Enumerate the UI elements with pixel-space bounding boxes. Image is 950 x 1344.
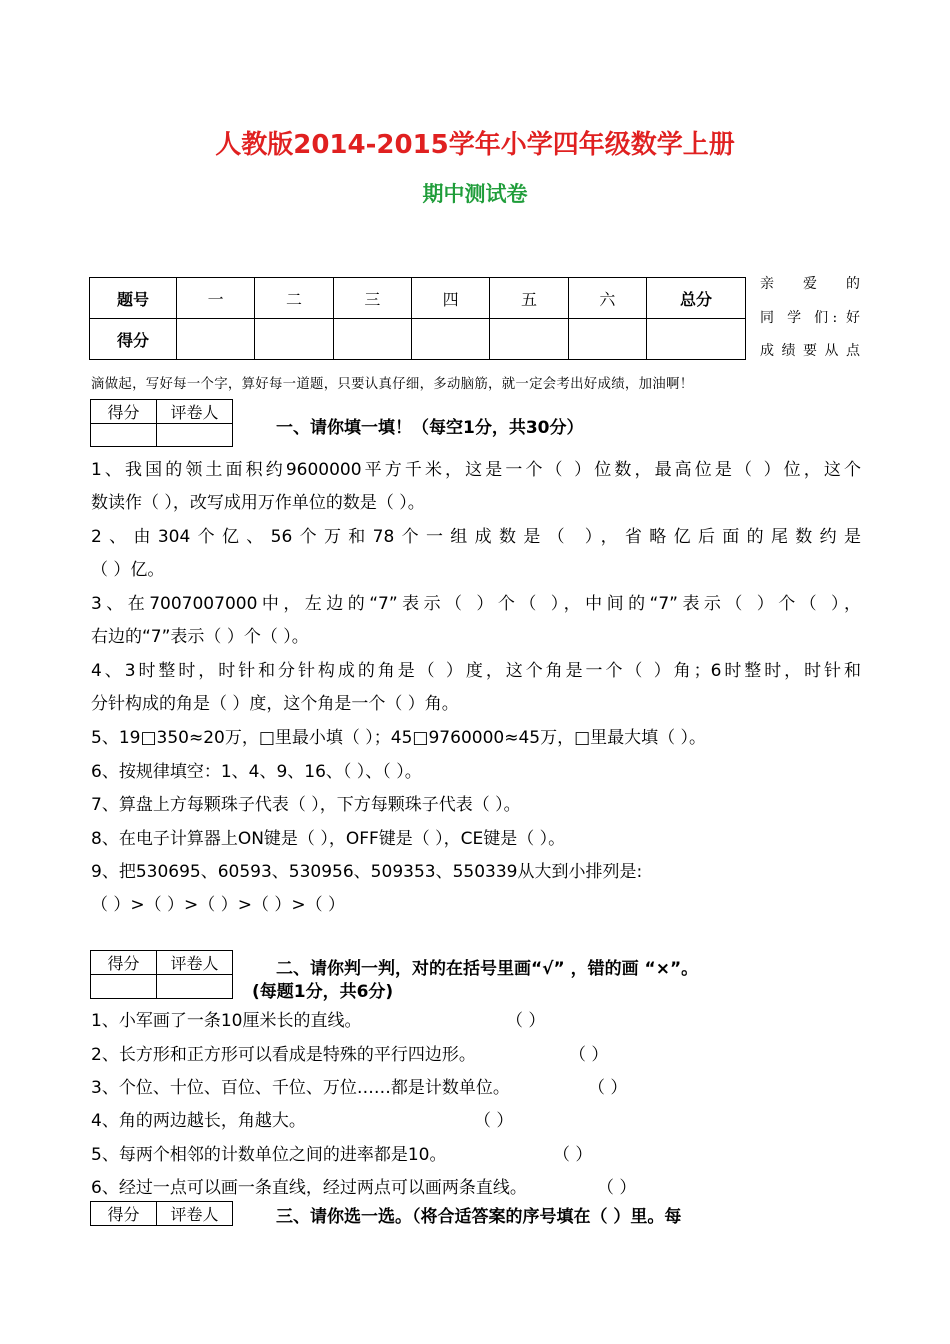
grader-reviewer-label: 评卷人 bbox=[157, 400, 233, 424]
judge-item bbox=[91, 1106, 514, 1131]
question-line: 数读作（ ），改写成用万作单位的数是（ ）。 bbox=[91, 493, 425, 513]
judge-item bbox=[91, 1006, 546, 1031]
judge-item-text: 2、长方形和正方形可以看成是特殊的平行四边形。 bbox=[91, 1045, 476, 1065]
judge-item-text: 3、个位、十位、百位、千位、万位……都是计数单位。 bbox=[91, 1078, 510, 1098]
grader-score-blank[interactable] bbox=[91, 975, 157, 999]
page-title: 人教版2014-2015学年小学四年级数学上册 bbox=[215, 130, 735, 160]
judge-item-text: 5、每两个相邻的计数单位之间的进率都是10。 bbox=[91, 1145, 447, 1165]
judge-item bbox=[91, 1040, 609, 1065]
grader-score-label: 得分 bbox=[91, 951, 157, 975]
page-subtitle: 期中测试卷 bbox=[422, 182, 528, 206]
grader-box bbox=[90, 399, 233, 447]
judge-item bbox=[91, 1140, 593, 1165]
section2-heading: 二、请你判一判，对的在括号里画“√” ，错的画 “×”。 bbox=[276, 959, 699, 979]
question-line: 5、19□350≈20万，□里最小填（ ）；45□9760000≈45万，□里最大填（ ）。 bbox=[91, 728, 707, 748]
judge-item bbox=[91, 1173, 637, 1198]
section3-heading: 三、请你选一选。（将合适答案的序号填在（ ）里。每 bbox=[276, 1207, 682, 1227]
section1-heading: 一、请你填一填！（每空1分，共30分） bbox=[276, 418, 584, 438]
grader-score-blank[interactable] bbox=[91, 424, 157, 447]
grader-reviewer-blank[interactable] bbox=[157, 424, 233, 447]
score-table-score-row bbox=[90, 319, 746, 360]
side-note-line: 同 学 们: 好 bbox=[760, 310, 860, 326]
score-cell: 题号 bbox=[90, 278, 177, 319]
encouragement-note: 滴做起，写好每一个字，算好每一道题，只要认真仔细，多动脑筋，就一定会考出好成绩，加油啊！ bbox=[91, 377, 694, 392]
grader-score-label: 得分 bbox=[91, 1202, 157, 1226]
judge-item bbox=[91, 1073, 628, 1098]
score-cell: 总分 bbox=[647, 278, 746, 319]
score-table bbox=[89, 277, 746, 360]
answer-bracket[interactable]: （ ） bbox=[588, 1078, 628, 1098]
answer-bracket[interactable]: （ ） bbox=[569, 1045, 609, 1065]
question-line: 右边的“7”表示（ ）个（ ）。 bbox=[91, 627, 309, 647]
question-line: 6、按规律填空：1、4、9、16、（ ）、（ ）。 bbox=[91, 762, 422, 782]
score-blank-cell[interactable] bbox=[490, 319, 568, 360]
section2-subheading: (每题1分，共6分) bbox=[252, 982, 394, 1002]
judge-item-text: 6、经过一点可以画一条直线，经过两点可以画两条直线。 bbox=[91, 1178, 527, 1198]
side-note-line: 亲 爱 的 bbox=[760, 276, 860, 292]
answer-bracket[interactable]: （ ） bbox=[506, 1011, 546, 1031]
score-blank-cell[interactable] bbox=[333, 319, 411, 360]
score-blank-cell[interactable] bbox=[411, 319, 489, 360]
question-line: 8、在电子计算器上ON键是（ ），OFF键是（ ），CE键是（ ）。 bbox=[91, 829, 566, 849]
answer-bracket[interactable]: （ ） bbox=[597, 1178, 637, 1198]
grader-reviewer-label: 评卷人 bbox=[157, 1202, 233, 1226]
score-cell: 三 bbox=[333, 278, 411, 319]
question-line: 分针构成的角是（ ）度，这个角是一个（ ）角。 bbox=[91, 694, 459, 714]
answer-bracket[interactable]: （ ） bbox=[553, 1145, 593, 1165]
score-blank-cell[interactable] bbox=[647, 319, 746, 360]
grader-reviewer-label: 评卷人 bbox=[157, 951, 233, 975]
score-blank-cell[interactable] bbox=[255, 319, 333, 360]
side-note-line: 成 绩 要 从 点 bbox=[760, 343, 860, 359]
question-line: 2、由304个亿、56个万和78个一组成数是（ ），省略亿后面的尾数约是 bbox=[91, 527, 861, 547]
question-line: 7、算盘上方每颗珠子代表（ ），下方每颗珠子代表（ ）。 bbox=[91, 795, 521, 815]
score-cell: 六 bbox=[568, 278, 646, 319]
answer-bracket[interactable]: （ ） bbox=[474, 1111, 514, 1131]
grader-box bbox=[90, 950, 233, 999]
score-cell: 一 bbox=[177, 278, 255, 319]
question-line: 9、把530695、60593、530956、509353、550339从大到小排列是: bbox=[91, 862, 643, 882]
question-line: 1、我国的领土面积约9600000平方千米，这是一个（ ）位数，最高位是（ ）位，这个 bbox=[91, 460, 861, 480]
question-line: （ ）亿。 bbox=[91, 560, 165, 580]
score-table-header-row bbox=[90, 278, 746, 319]
grader-reviewer-blank[interactable] bbox=[157, 975, 233, 999]
question-line: 4、3时整时，时针和分针构成的角是（ ）度，这个角是一个（ ）角；6时整时，时针和 bbox=[91, 661, 861, 681]
grader-box bbox=[90, 1201, 233, 1226]
score-cell: 二 bbox=[255, 278, 333, 319]
score-blank-cell[interactable] bbox=[177, 319, 255, 360]
score-cell: 五 bbox=[490, 278, 568, 319]
score-label-cell: 得分 bbox=[90, 319, 177, 360]
grader-score-label: 得分 bbox=[91, 400, 157, 424]
score-blank-cell[interactable] bbox=[568, 319, 646, 360]
score-cell: 四 bbox=[411, 278, 489, 319]
question-line: 3、在7007007000中，左边的“7”表示（ ）个（ ），中间的“7”表示（ ）个（ ）， bbox=[91, 594, 861, 614]
judge-item-text: 4、角的两边越长，角越大。 bbox=[91, 1111, 306, 1131]
question-line: （ ）>（ ）>（ ）>（ ）>（ ） bbox=[91, 895, 345, 915]
judge-item-text: 1、小军画了一条10厘米长的直线。 bbox=[91, 1011, 362, 1031]
